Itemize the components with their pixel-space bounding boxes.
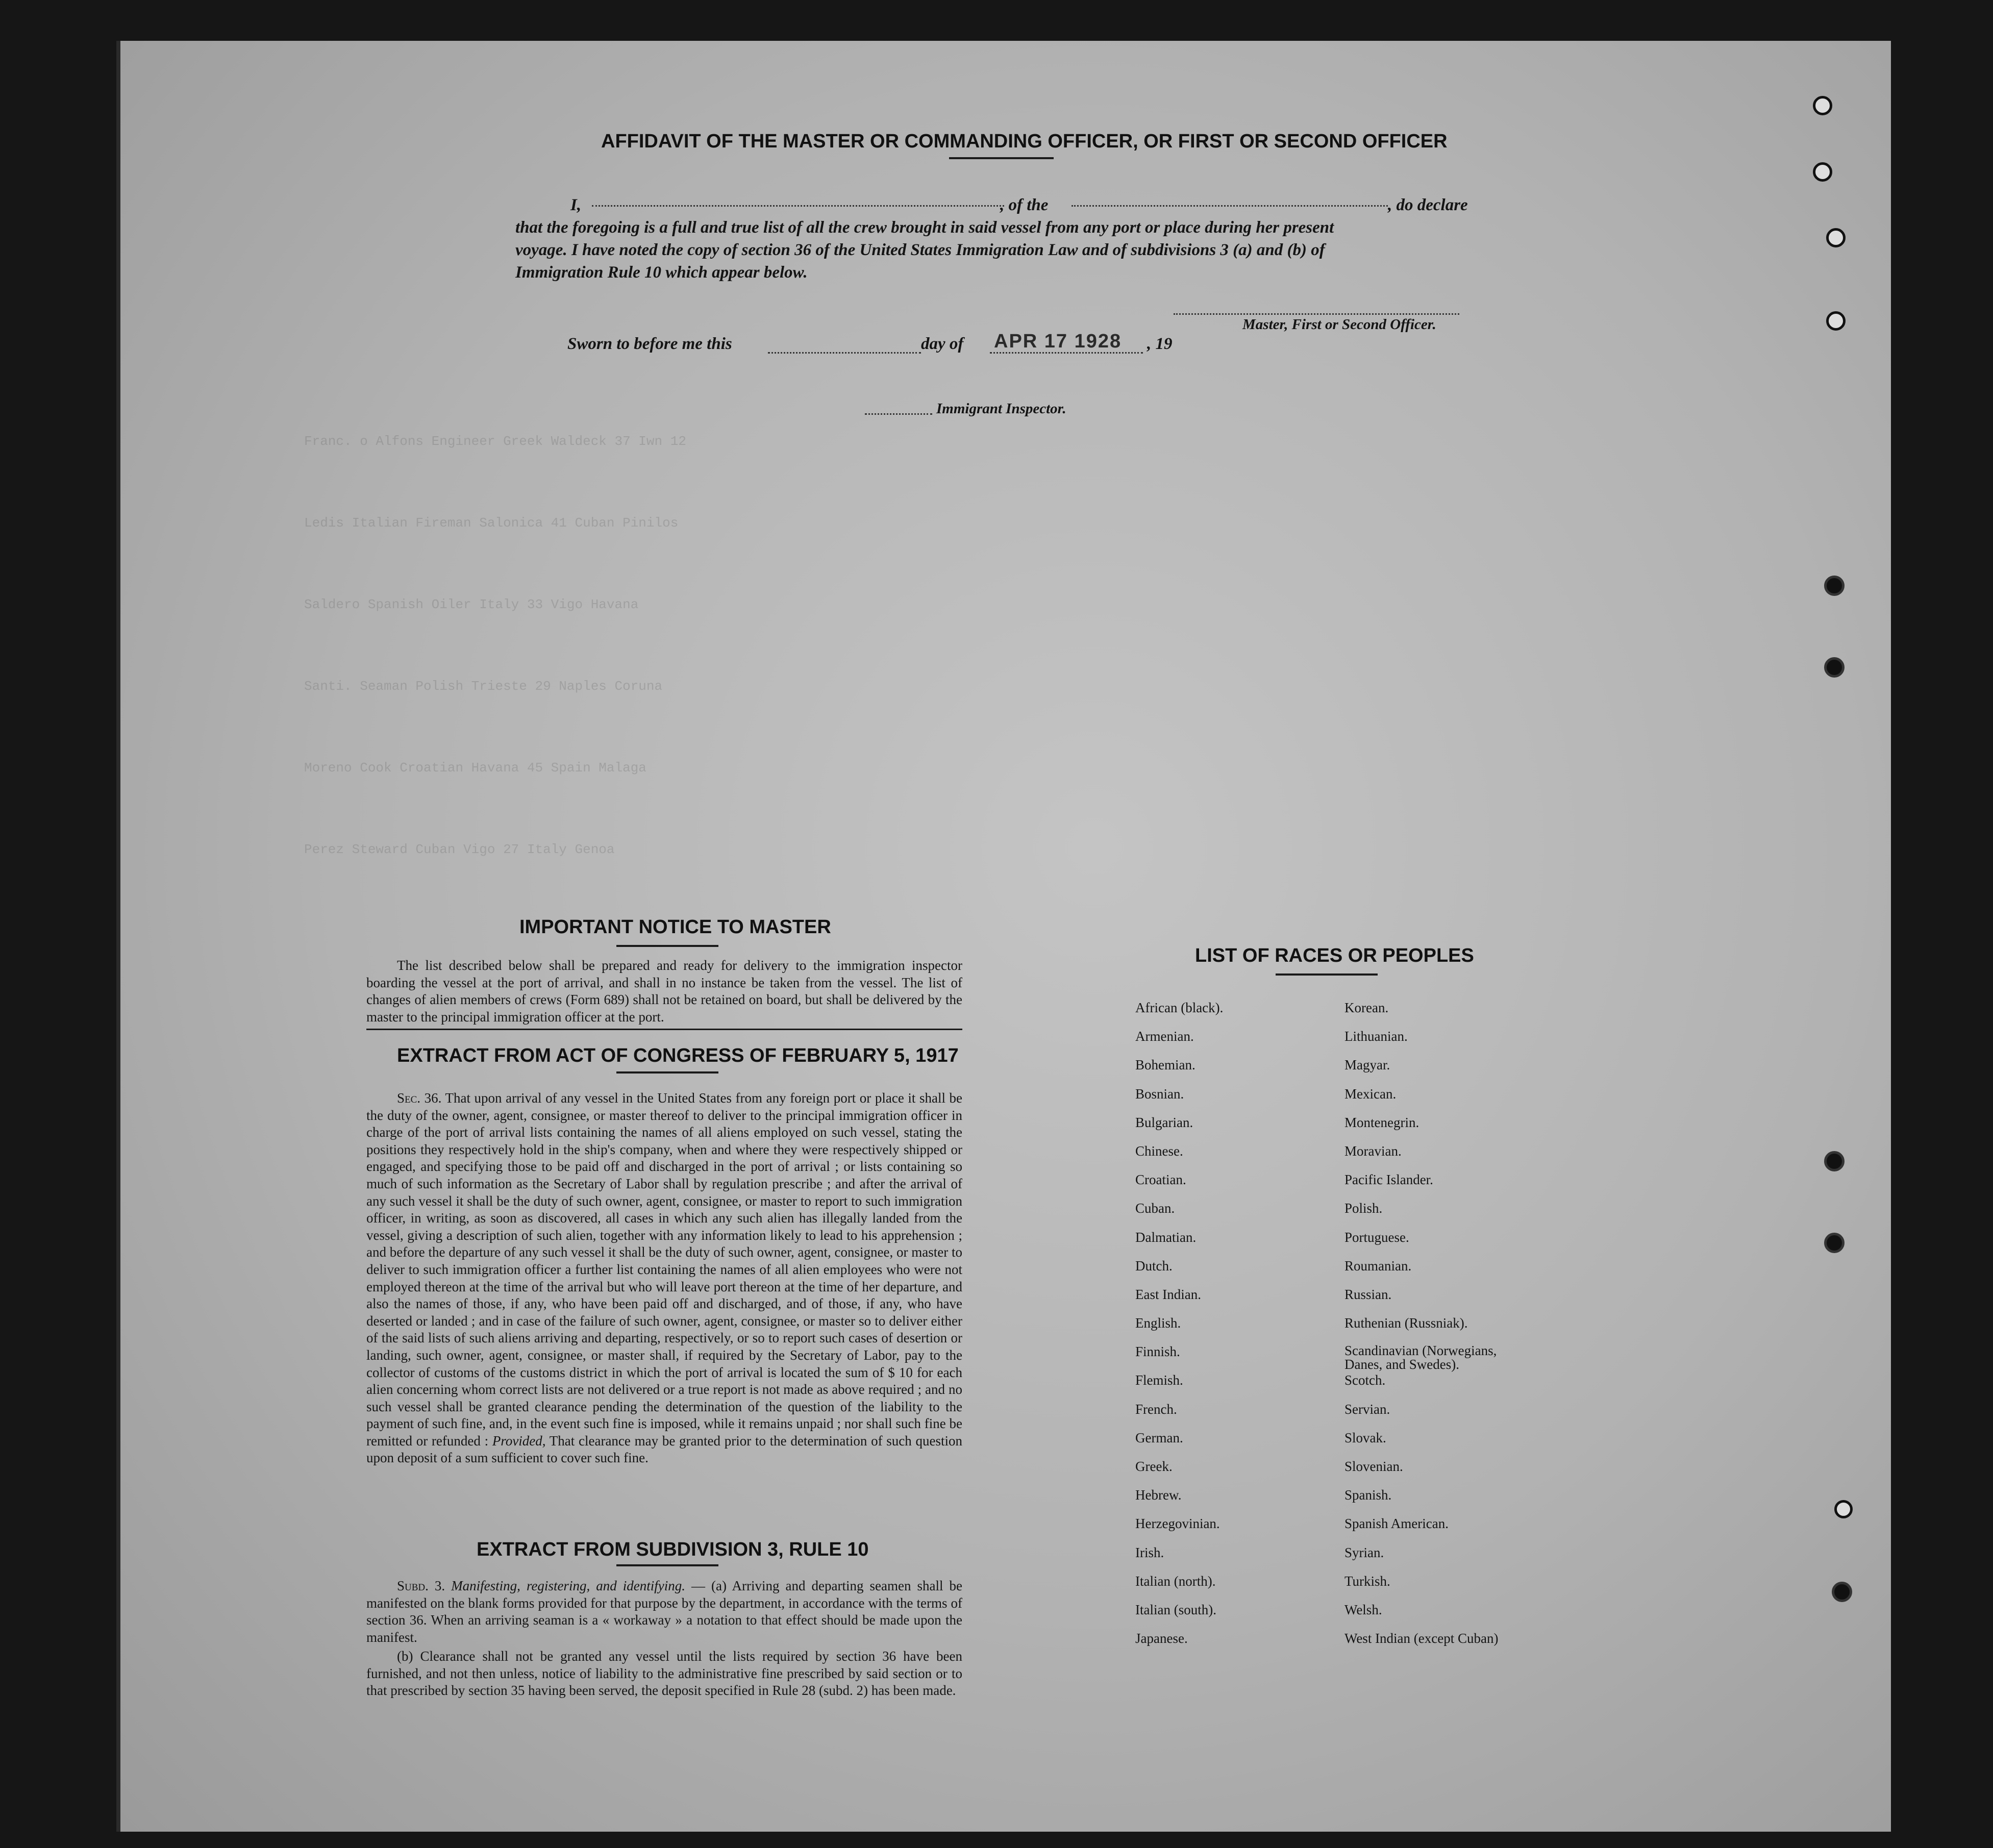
signature-label: Master, First or Second Officer. (1242, 316, 1436, 333)
race-right-item-20: Turkish. (1344, 1573, 1390, 1589)
act-title-rule (616, 1071, 718, 1073)
race-left-item-20: Italian (north). (1135, 1573, 1216, 1589)
race-left-item-11: English. (1135, 1315, 1181, 1331)
act-section-36 (366, 1090, 962, 1467)
binder-hole (1834, 1500, 1853, 1518)
act-title: EXTRACT FROM ACT OF CONGRESS OF FEBRUARY 5, 1917 (397, 1045, 959, 1066)
binder-hole (1824, 657, 1845, 678)
race-right-item-2: Magyar. (1344, 1057, 1390, 1073)
act-top-rule (366, 1029, 962, 1030)
affidavit-line-3: voyage. I have noted the copy of section 36 of the United States Immigration Law and of subdivisions 3 (a) and (b) of (515, 241, 1325, 259)
race-right-item-10: Russian. (1344, 1286, 1392, 1302)
rule-para-a-text: — (a) Arriving and departing seamen shall be manifested on the blank forms provided for that purpose by the department, in accordance with the terms of section 36. When an arriving seaman is a « workaway » a notation to that effect should be made upon the manifest. (366, 1578, 962, 1645)
race-left-item-19: Irish. (1135, 1544, 1164, 1560)
rule-title: EXTRACT FROM SUBDIVISION 3, RULE 10 (477, 1539, 869, 1560)
race-left-item-16: Greek. (1135, 1459, 1173, 1474)
race-left-item-7: Cuban. (1135, 1201, 1175, 1216)
race-right-item-4: Montenegrin. (1344, 1114, 1419, 1130)
rule-subd-title: Manifesting, registering, and identifying. (451, 1578, 685, 1593)
race-right-item-18: Spanish American. (1344, 1516, 1449, 1532)
notice-text: The list described below shall be prepared and ready for delivery to the immigration inspector boarding the vessel at the port of arrival, and shall in no instance be taken from the vessel. The list of changes of alien members of crews (Form 689) shall not be retained on board, but shall be delivered by the master to the principal immigration officer at the port. (366, 958, 962, 1025)
affidavit-declare: , do declare (1388, 196, 1468, 214)
rule-para-a (366, 1578, 962, 1646)
affidavit-line-2: that the foregoing is a full and true list of all the crew brought in said vessel from any port or place during her present (515, 218, 1334, 237)
act-section-end: That clearance may be granted prior to the determination of such question upon deposit of a sum sufficient to cover such fine. (366, 1433, 963, 1466)
act-section-text: That upon arrival of any vessel in the United States from any foreign port or place it shall be the duty of the owner, agent, consignee, or master thereof to deliver to the principal immigration officer in charge of the port of arrival lists containing the names of all aliens employed on such vessel, stating the positions they respectively hold in the ship's company, when and where they were respectively shipped or engaged, and specifying those to be paid off and discharged in the port of arrival ; or lists containing so much of such information as the Secretary of Labor shall by regulation prescribe ; and after the arrival of any such vessel it shall be the duty of such owner, agent, consignee, or master to report to such immigration officer, in writing, as soon as discovered, all cases in which any such alien has illegally landed from the vessel, giving a description of such alien, together with any information likely to lead to his apprehension ; and before the departure of any such vessel it shall be the duty of such owner, agent, consignee, or master to deliver to such immigration officer a further list containing the names of all alien employees who were not employed thereon at the time of the arrival but who will leave port thereon at the time of her departure, and also the names of those, if any, who have been paid off and discharged, and of those, if any, who have deserted or landed ; and in case of the failure of such owner, agent, consignee, or master so to deliver either of the said lists of such aliens arriving and departing, respectively, or so to report such cases of desertion or landing, such owner, agent, consignee, or master shall, if required by the Secretary of Labor, pay to the collector of customs of the customs district in which the port of arrival is located the sum of $ 10 for each alien concerning whom correct lists are not delivered or a true report is not made as above required ; and no such vessel shall be granted clearance pending the determination of the question of the liability to the payment of such fine, and, in the event such fine is imposed, while it remains unpaid ; nor shall such fine be remitted or refunded : (366, 1090, 963, 1449)
race-right-item-7: Polish. (1344, 1201, 1383, 1216)
race-left-item-2: Bohemian. (1135, 1057, 1195, 1073)
race-left-item-17: Hebrew. (1135, 1487, 1182, 1503)
race-left-item-5: Chinese. (1135, 1143, 1183, 1159)
sworn-text: Sworn to before me this (567, 335, 732, 353)
races-left-column (1135, 1000, 1223, 1659)
race-right-item-16: Slovenian. (1344, 1459, 1403, 1474)
binder-hole (1824, 576, 1845, 596)
race-left-item-3: Bosnian. (1135, 1086, 1184, 1102)
race-right-item-8: Portuguese. (1344, 1229, 1409, 1245)
vessel-name-blank[interactable] (1072, 205, 1388, 207)
act-provided: Provided, (492, 1433, 546, 1449)
affidavit-line-4: Immigration Rule 10 which appear below. (515, 263, 808, 282)
document-page: Franc. o Alfons Engineer Greek Waldeck 37 Iwn 12 Ledis Italian Fireman Salonica 41 Cuban Pinilos Saldero Spanish Oiler Italy 33 Vigo Havana Santi. Seaman Polish Trieste 29 Naples Coruna Moreno Cook Croatian Havana 45 Spain Malaga Perez Steward Cuban Vigo 27 Italy Genoa (116, 41, 1891, 1832)
race-right-item-19: Syrian. (1344, 1544, 1384, 1560)
date-blank[interactable] (990, 352, 1143, 354)
race-left-item-9: Dutch. (1135, 1258, 1173, 1273)
race-left-item-13: Flemish. (1135, 1372, 1183, 1388)
rule-title-rule (616, 1564, 718, 1566)
races-title-rule (1276, 973, 1378, 976)
race-right-item-13: Scotch. (1344, 1372, 1386, 1388)
race-right-item-11: Ruthenian (Russniak). (1344, 1315, 1468, 1331)
year-text: , 19 (1147, 335, 1173, 353)
race-left-item-8: Dalmatian. (1135, 1229, 1197, 1245)
day-of-text: day of (921, 335, 964, 353)
act-section-label: Sec. 36. (397, 1090, 442, 1106)
race-left-item-1: Armenian. (1135, 1029, 1194, 1044)
races-right-column (1344, 1000, 1518, 1659)
binder-hole (1824, 1151, 1845, 1171)
race-right-item-5: Moravian. (1344, 1143, 1402, 1159)
race-right-item-21: Welsh. (1344, 1602, 1382, 1617)
race-right-item-14: Servian. (1344, 1401, 1390, 1417)
race-right-item-6: Pacific Islander. (1344, 1172, 1433, 1188)
signature-blank[interactable] (1174, 313, 1459, 315)
race-left-item-0: African (black). (1135, 1000, 1224, 1015)
affidavit-title: AFFIDAVIT OF THE MASTER OR COMMANDING OFFICER, OR FIRST OR SECOND OFFICER (601, 131, 1448, 152)
binder-hole (1826, 311, 1846, 331)
race-left-item-22: Japanese. (1135, 1631, 1188, 1646)
binder-hole (1813, 96, 1832, 115)
race-left-item-6: Croatian. (1135, 1172, 1186, 1188)
date-stamp: APR 17 1928 (994, 331, 1122, 352)
race-left-item-4: Bulgarian. (1135, 1114, 1193, 1130)
rule-para-b: (b) Clearance shall not be granted any vessel until the lists required by section 36 have been furnished, and not then unless, notice of liability to the administrative fine prescribed by said section or to that prescribed by section 35 having been served, the deposit specified in Rule 28 (subd. 2) has been made. (366, 1649, 962, 1699)
binder-hole (1832, 1582, 1852, 1602)
affidavit-i: I, (570, 196, 582, 214)
race-left-item-18: Herzegovinian. (1135, 1516, 1220, 1532)
race-right-item-3: Mexican. (1344, 1086, 1397, 1102)
binder-hole (1824, 1233, 1845, 1253)
inspector-signature-blank[interactable] (865, 413, 932, 415)
binder-hole (1826, 228, 1846, 247)
race-left-item-12: Finnish. (1135, 1344, 1180, 1360)
inspector-label: Immigrant Inspector. (936, 401, 1066, 417)
master-name-blank[interactable] (592, 205, 1004, 207)
sworn-day-blank[interactable] (768, 352, 921, 354)
race-left-item-10: East Indian. (1135, 1286, 1201, 1302)
race-left-item-21: Italian (south). (1135, 1602, 1216, 1617)
race-right-item-22: West Indian (except Cuban) (1344, 1631, 1499, 1646)
notice-title-rule (616, 945, 718, 947)
race-right-item-15: Slovak. (1344, 1430, 1386, 1445)
race-right-item-9: Roumanian. (1344, 1258, 1412, 1273)
notice-title: IMPORTANT NOTICE TO MASTER (519, 916, 831, 938)
affidavit-title-rule (949, 157, 1054, 159)
rule-subd-label: Subd. 3. (397, 1578, 445, 1593)
race-right-item-17: Spanish. (1344, 1487, 1392, 1503)
binder-hole (1813, 162, 1832, 182)
races-title: LIST OF RACES OR PEOPLES (1195, 945, 1474, 966)
race-left-item-14: French. (1135, 1401, 1177, 1417)
race-right-item-1: Lithuanian. (1344, 1029, 1408, 1044)
affidavit-of-the: , of the (1000, 196, 1049, 214)
race-right-item-0: Korean. (1344, 1000, 1389, 1015)
race-left-item-15: German. (1135, 1430, 1183, 1445)
race-right-item-12: Scandinavian (Norwegians, Danes, and Swedes). (1344, 1343, 1497, 1372)
